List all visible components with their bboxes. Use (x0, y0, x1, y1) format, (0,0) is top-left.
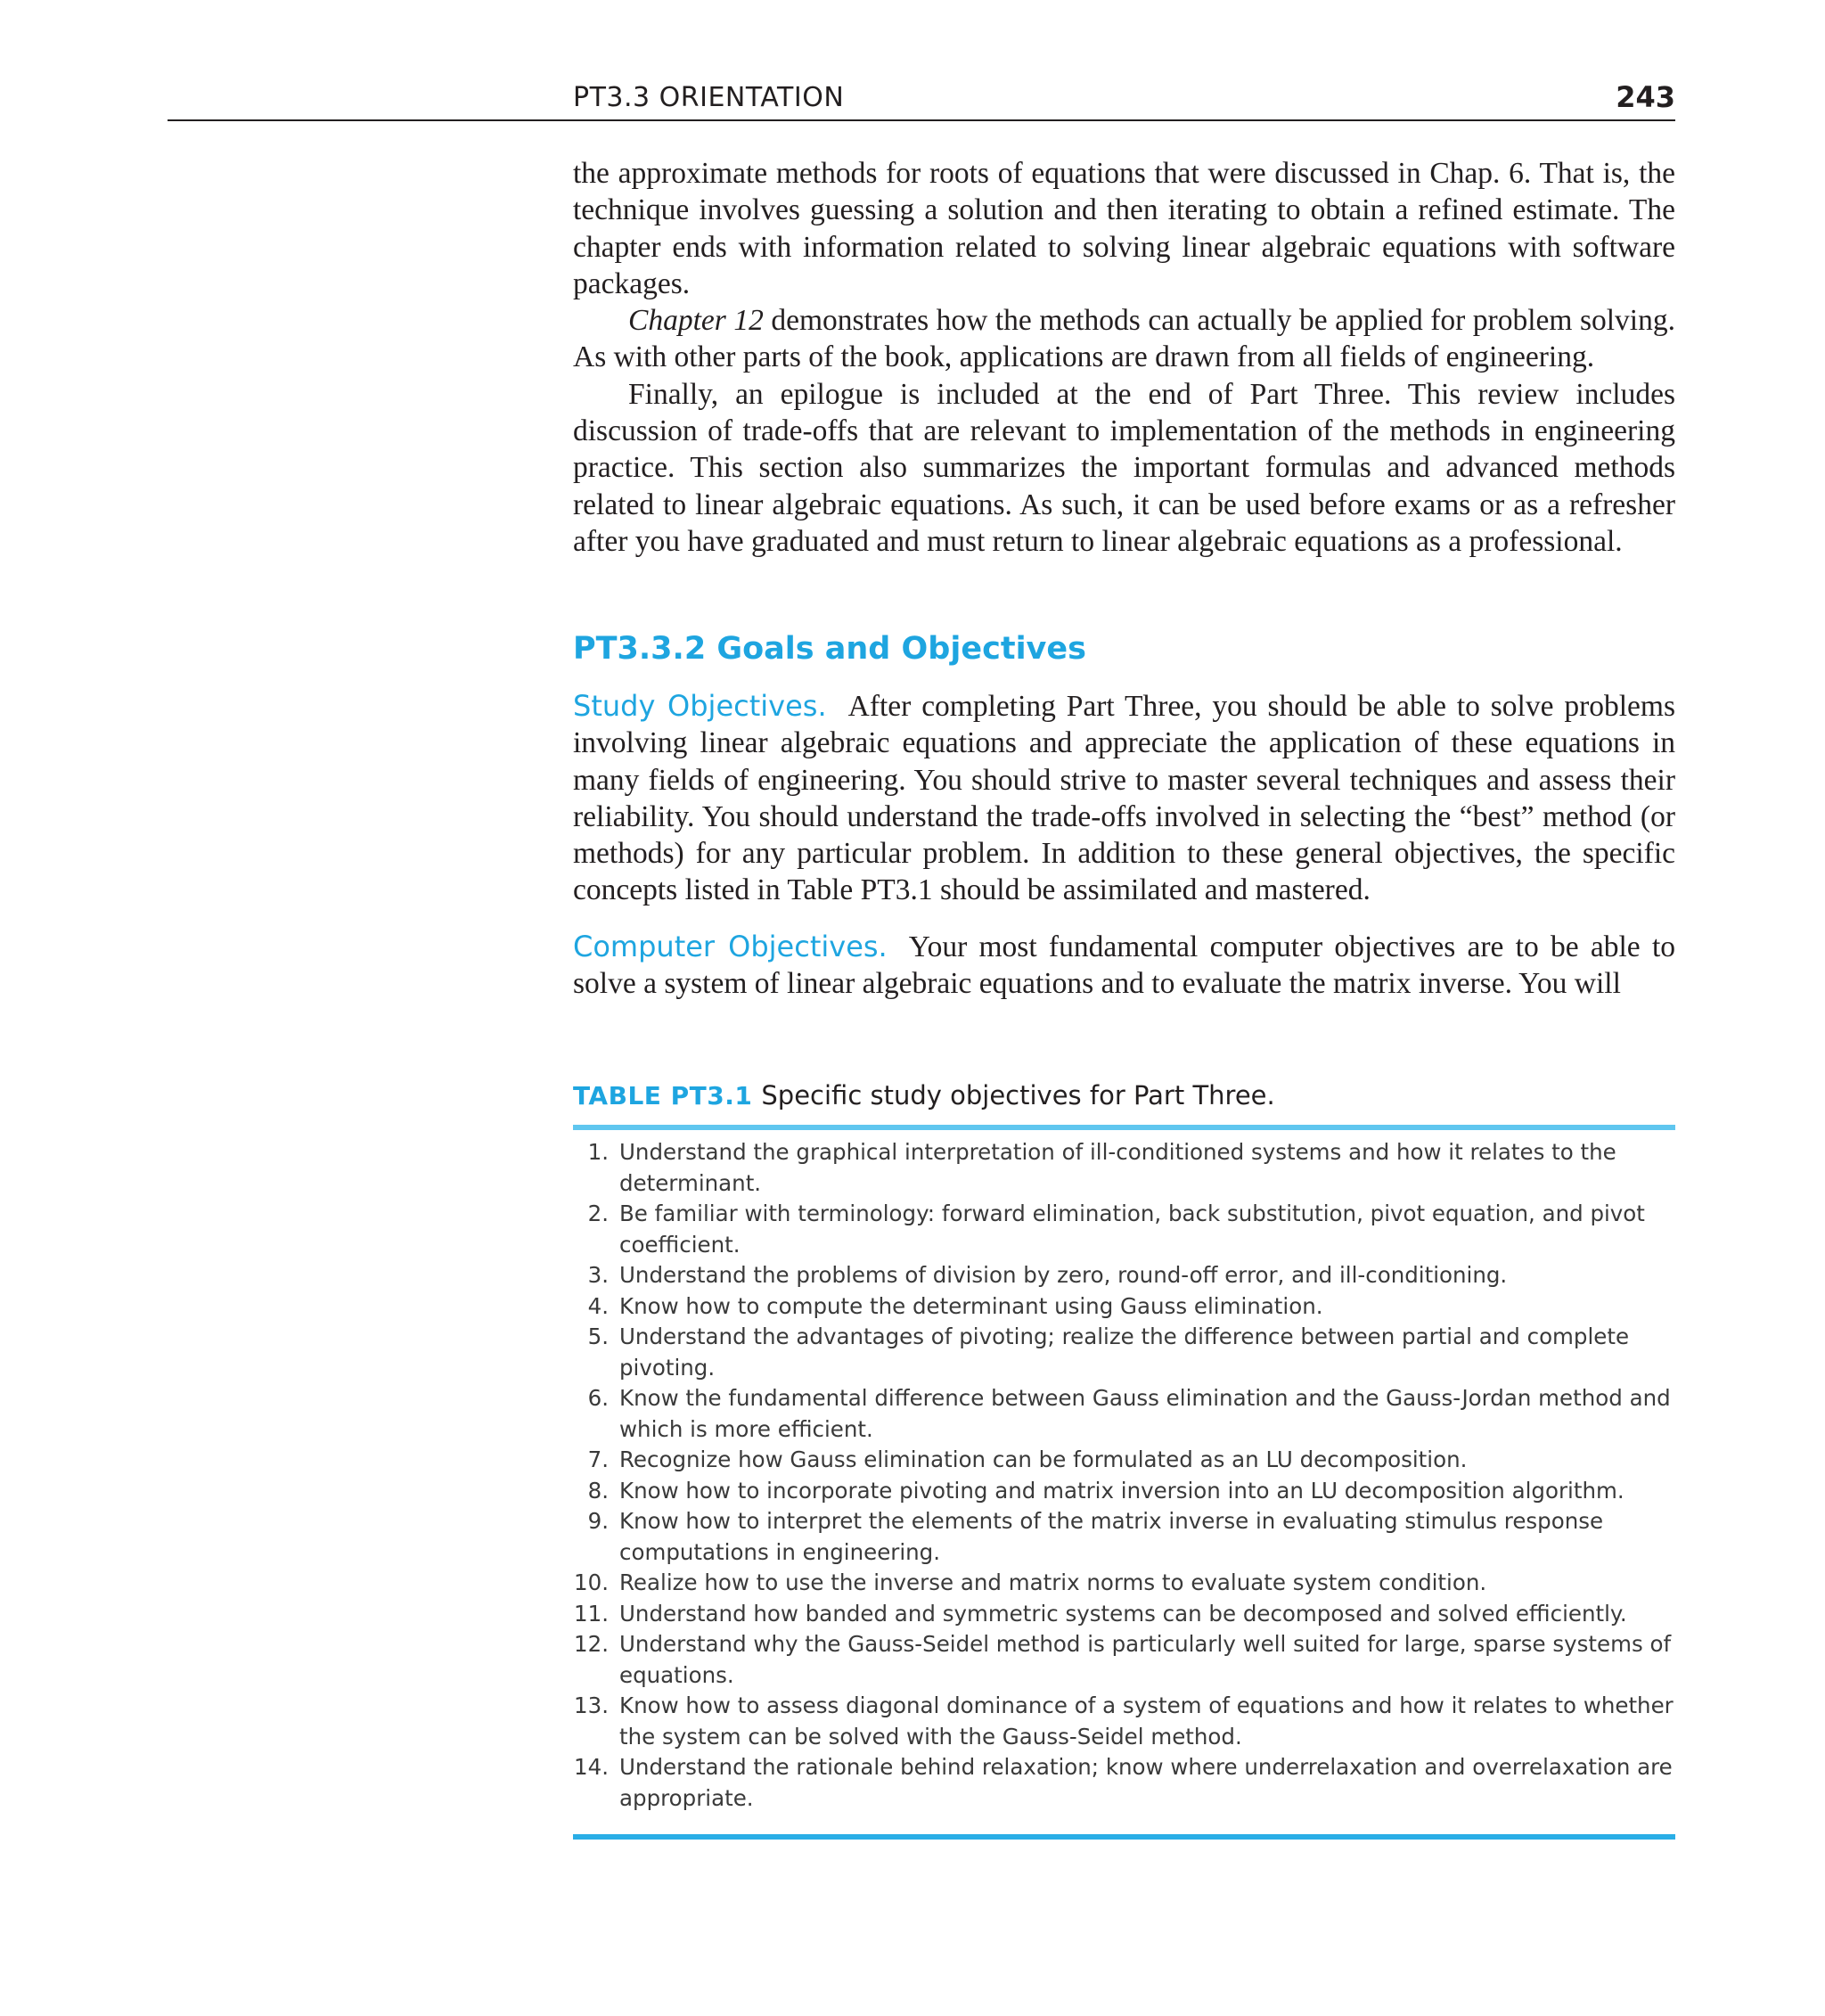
paragraph (573, 688, 1675, 909)
section-heading: PT3.3.2 Goals and Objectives (573, 631, 1086, 667)
paragraph: Finally, an epilogue is included at the end of Part Three. This review includes discussion of trade-offs that are relevant to implementation of the methods in engineering practice. This section also summarizes the important formulas and advanced methods related to linear algebraic equations. As such, it can be used before exams or as a refresher after you have graduated and must return to linear algebraic equations as a professional. (573, 377, 1675, 558)
item-number: 8. (587, 1477, 609, 1504)
section-title: PT3.3 ORIENTATION (573, 82, 845, 113)
item-number: 12. (574, 1631, 609, 1657)
paragraph: the approximate methods for roots of equations that were discussed in Chap. 6. That is, the technique involves guessing a solution and then iterating to obtain a refined estimate. The chapter ends with information related to solving linear algebraic equations with software packages. (573, 157, 1675, 300)
item-text: Know how to interpret the elements of the matrix inverse in evaluating stimulus response computations in engineering. (619, 1508, 1604, 1565)
item-number: 1. (587, 1139, 609, 1165)
item-text: Understand the graphical interpretation of ill-conditioned systems and how it relates to the determinant. (619, 1139, 1616, 1196)
item-number: 3. (587, 1262, 609, 1288)
item-text: Understand why the Gauss-Seidel method is particularly well suited for large, sparse systems of equations. (619, 1631, 1672, 1688)
table-bottom-rule (573, 1834, 1675, 1840)
chapter-reference: Chapter 12 (628, 304, 764, 338)
computer-objectives (573, 929, 1675, 1003)
intro-text (573, 155, 1675, 560)
list-item (573, 1322, 1675, 1383)
item-text: Realize how to use the inverse and matrix norms to evaluate system condition. (619, 1569, 1487, 1595)
item-number: 7. (587, 1446, 609, 1472)
list-item (573, 1383, 1675, 1445)
table-caption: Specific study objectives for Part Three. (761, 1080, 1275, 1110)
item-text: Recognize how Gauss elimination can be formulated as an LU decomposition. (619, 1446, 1468, 1472)
list-item (573, 1291, 1675, 1323)
item-number: 9. (587, 1508, 609, 1534)
paragraph (573, 929, 1675, 1003)
item-text: Understand the rationale behind relaxation; know where underrelaxation and overrelaxation are appropriate. (619, 1754, 1673, 1811)
page-number: 243 (1616, 80, 1675, 114)
paragraph-text: After completing Part Three, you should be able to solve problems involving linear algebraic equations and appreciate the application of these equations in many fields of engineering. You should strive to master several techniques and assess their reliability. You should understand the trade-offs involved in selecting the “best” method (or methods) for any particular problem. In addition to these general objectives, the specific concepts listed in Table PT3.1 should be assimilated and mastered. (573, 690, 1675, 907)
list-item (573, 1506, 1675, 1568)
list-item (573, 1568, 1675, 1599)
list-item (573, 1199, 1675, 1260)
list-item (573, 1476, 1675, 1507)
table-label: TABLE PT3.1 (573, 1081, 753, 1110)
item-number: 13. (574, 1692, 609, 1718)
item-number: 4. (587, 1292, 609, 1319)
computer-objectives-label: Computer Objectives. (573, 930, 888, 963)
item-number: 5. (587, 1324, 609, 1349)
item-text: Be familiar with terminology: forward elimination, back substitution, pivot equation, and pivot coefficient. (619, 1201, 1645, 1258)
list-item (573, 1629, 1675, 1691)
item-text: Understand the problems of division by zero, round-off error, and ill-conditioning. (619, 1262, 1508, 1288)
item-number: 2. (587, 1201, 609, 1226)
item-number: 6. (587, 1385, 609, 1411)
list-item (573, 1752, 1675, 1814)
item-text: Know how to compute the determinant using Gauss elimination. (619, 1292, 1323, 1319)
running-header (168, 77, 1675, 121)
study-objectives (573, 688, 1675, 909)
item-text: Know the fundamental difference between Gauss elimination and the Gauss-Jordan method and which is more efficient. (619, 1385, 1671, 1442)
item-number: 11. (574, 1600, 609, 1627)
list-item (573, 1445, 1675, 1476)
item-number: 14. (574, 1754, 609, 1780)
study-objectives-label: Study Objectives. (573, 689, 827, 723)
list-item (573, 1260, 1675, 1291)
table-title (573, 1080, 1675, 1130)
paragraph-text: demonstrates how the methods can actually be applied for problem solving. As with other parts of the book, applications are drawn from all fields of engineering. (573, 304, 1675, 374)
item-text: Know how to assess diagonal dominance of a system of equations and how it relates to whether the system can be solved with the Gauss-Seidel method. (619, 1692, 1674, 1750)
item-number: 10. (574, 1569, 609, 1595)
item-text: Understand how banded and symmetric systems can be decomposed and solved efficiently. (619, 1600, 1627, 1627)
paragraph (573, 302, 1675, 376)
list-item (573, 1599, 1675, 1630)
list-item (573, 1137, 1675, 1199)
objectives-list (573, 1137, 1675, 1814)
item-text: Know how to incorporate pivoting and matrix inversion into an LU decomposition algorithm. (619, 1477, 1624, 1504)
paragraph-text: Your most fundamental computer objectives are to be able to solve a system of linear algebraic equations and to evaluate the matrix inverse. You will (573, 930, 1676, 1001)
item-text: Understand the advantages of pivoting; realize the difference between partial and complete pivoting. (619, 1324, 1630, 1381)
list-item (573, 1691, 1675, 1752)
